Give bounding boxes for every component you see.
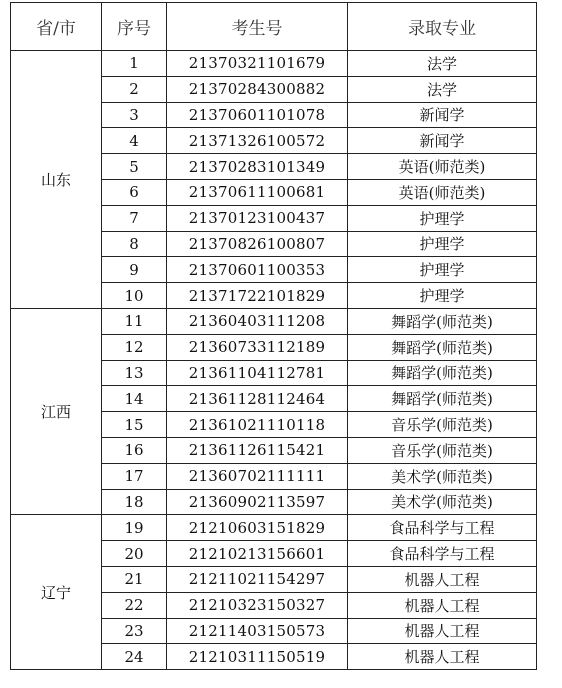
major-cell: 护理学 [348, 257, 537, 283]
seq-cell: 9 [102, 257, 167, 283]
seq-cell: 14 [102, 386, 167, 412]
major-cell: 美术学(师范类) [348, 463, 537, 489]
table-row [11, 308, 537, 334]
major-cell: 法学 [348, 76, 537, 102]
exam-id-cell: 21210323150327 [167, 592, 348, 618]
seq-cell: 24 [102, 644, 167, 670]
major-cell: 法学 [348, 51, 537, 77]
exam-id-cell: 21210213156601 [167, 541, 348, 567]
major-cell: 音乐学(师范类) [348, 437, 537, 463]
major-cell: 英语(师范类) [348, 179, 537, 205]
exam-id-cell: 21210311150519 [167, 644, 348, 670]
exam-id-cell: 21360733112189 [167, 334, 348, 360]
exam-id-cell: 21360702111111 [167, 463, 348, 489]
province-cell: 辽宁 [11, 515, 102, 670]
header-row [11, 3, 537, 51]
seq-cell: 10 [102, 283, 167, 309]
major-cell: 英语(师范类) [348, 154, 537, 180]
header-exam-id: 考生号 [167, 3, 348, 51]
seq-cell: 1 [102, 51, 167, 77]
seq-cell: 13 [102, 360, 167, 386]
major-cell: 美术学(师范类) [348, 489, 537, 515]
seq-cell: 20 [102, 541, 167, 567]
exam-id-cell: 21370284300882 [167, 76, 348, 102]
major-cell: 食品科学与工程 [348, 541, 537, 567]
seq-cell: 11 [102, 308, 167, 334]
seq-cell: 22 [102, 592, 167, 618]
major-cell: 食品科学与工程 [348, 515, 537, 541]
exam-id-cell: 21360902113597 [167, 489, 348, 515]
exam-id-cell: 21210603151829 [167, 515, 348, 541]
exam-id-cell: 21370826100807 [167, 231, 348, 257]
table-row [11, 515, 537, 541]
exam-id-cell: 21361021110118 [167, 412, 348, 438]
seq-cell: 8 [102, 231, 167, 257]
major-cell: 护理学 [348, 231, 537, 257]
table-body [11, 51, 537, 670]
exam-id-cell: 21360403111208 [167, 308, 348, 334]
province-cell: 山东 [11, 51, 102, 309]
exam-id-cell: 21370601100353 [167, 257, 348, 283]
seq-cell: 12 [102, 334, 167, 360]
exam-id-cell: 21211021154297 [167, 566, 348, 592]
header-major: 录取专业 [348, 3, 537, 51]
exam-id-cell: 21370601101078 [167, 102, 348, 128]
seq-cell: 6 [102, 179, 167, 205]
major-cell: 机器人工程 [348, 592, 537, 618]
seq-cell: 18 [102, 489, 167, 515]
seq-cell: 21 [102, 566, 167, 592]
major-cell: 机器人工程 [348, 644, 537, 670]
exam-id-cell: 21211403150573 [167, 618, 348, 644]
major-cell: 机器人工程 [348, 618, 537, 644]
exam-id-cell: 21361104112781 [167, 360, 348, 386]
seq-cell: 2 [102, 76, 167, 102]
header-seq: 序号 [102, 3, 167, 51]
major-cell: 音乐学(师范类) [348, 412, 537, 438]
table-row [11, 51, 537, 77]
exam-id-cell: 21371326100572 [167, 128, 348, 154]
major-cell: 舞蹈学(师范类) [348, 334, 537, 360]
seq-cell: 19 [102, 515, 167, 541]
major-cell: 机器人工程 [348, 566, 537, 592]
exam-id-cell: 21370123100437 [167, 205, 348, 231]
seq-cell: 7 [102, 205, 167, 231]
admission-table [10, 2, 537, 670]
seq-cell: 15 [102, 412, 167, 438]
seq-cell: 17 [102, 463, 167, 489]
major-cell: 舞蹈学(师范类) [348, 308, 537, 334]
exam-id-cell: 21371722101829 [167, 283, 348, 309]
exam-id-cell: 21370611100681 [167, 179, 348, 205]
exam-id-cell: 21370283101349 [167, 154, 348, 180]
exam-id-cell: 21370321101679 [167, 51, 348, 77]
seq-cell: 23 [102, 618, 167, 644]
major-cell: 舞蹈学(师范类) [348, 360, 537, 386]
major-cell: 护理学 [348, 283, 537, 309]
major-cell: 护理学 [348, 205, 537, 231]
seq-cell: 16 [102, 437, 167, 463]
province-cell: 江西 [11, 308, 102, 514]
exam-id-cell: 21361126115421 [167, 437, 348, 463]
seq-cell: 5 [102, 154, 167, 180]
major-cell: 新闻学 [348, 128, 537, 154]
major-cell: 舞蹈学(师范类) [348, 386, 537, 412]
seq-cell: 4 [102, 128, 167, 154]
major-cell: 新闻学 [348, 102, 537, 128]
exam-id-cell: 21361128112464 [167, 386, 348, 412]
seq-cell: 3 [102, 102, 167, 128]
header-province: 省/市 [11, 3, 102, 51]
